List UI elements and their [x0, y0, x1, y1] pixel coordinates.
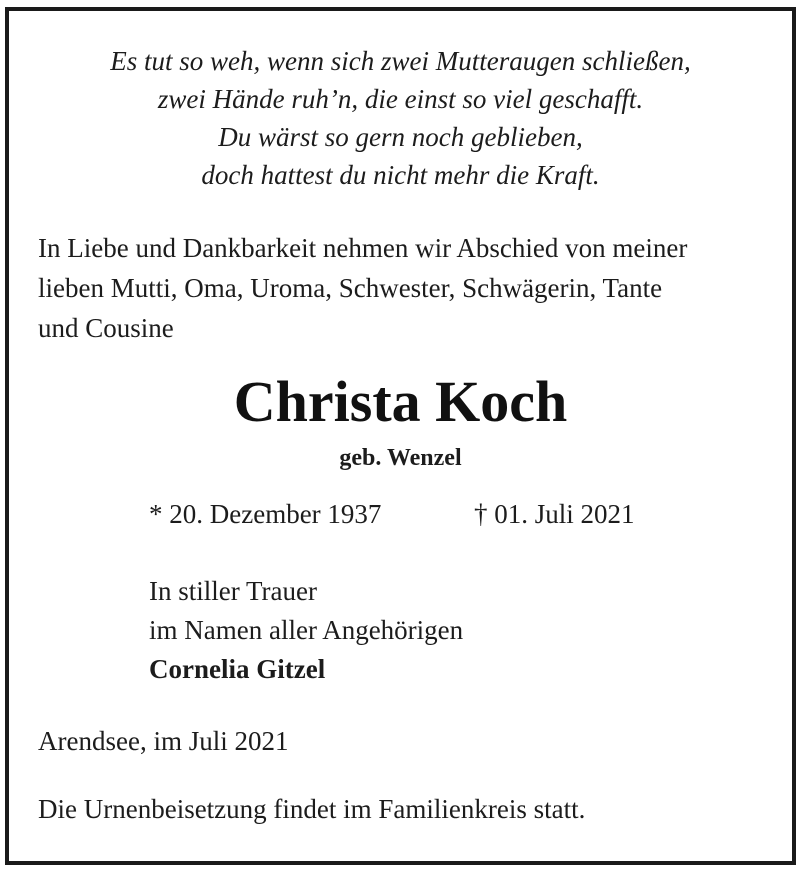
- mourners-block: [149, 572, 463, 689]
- maiden-name: geb. Wenzel: [339, 445, 462, 471]
- mourning-line: im Namen aller Angehörigen: [149, 615, 464, 645]
- place-and-date: Arendsee, im Juli 2021: [38, 726, 289, 756]
- birth-date: * 20. Dezember 1937: [149, 499, 382, 529]
- obituary-frame: [5, 7, 796, 865]
- farewell-line: In Liebe und Dankbarkeit nehmen wir Abschied von meiner: [38, 233, 688, 263]
- farewell-text: [38, 228, 687, 348]
- poem-line: zwei Hände ruh’n, die einst so viel geschafft.: [157, 84, 644, 114]
- farewell-line: lieben Mutti, Oma, Uroma, Schwester, Schwägerin, Tante: [38, 273, 663, 303]
- deceased-name: Christa Koch: [233, 369, 568, 434]
- memorial-poem: [9, 42, 792, 194]
- burial-note: Die Urnenbeisetzung findet im Familienkreis statt.: [38, 794, 586, 824]
- poem-line: doch hattest du nicht mehr die Kraft.: [201, 160, 600, 190]
- poem-line: Es tut so weh, wenn sich zwei Mutteraugen schließen,: [110, 46, 691, 76]
- mourning-line: In stiller Trauer: [149, 576, 317, 606]
- poem-line: Du wärst so gern noch geblieben,: [218, 122, 583, 152]
- farewell-line: und Cousine: [38, 313, 174, 343]
- death-date: † 01. Juli 2021: [474, 499, 635, 529]
- signer-name: Cornelia Gitzel: [149, 654, 326, 684]
